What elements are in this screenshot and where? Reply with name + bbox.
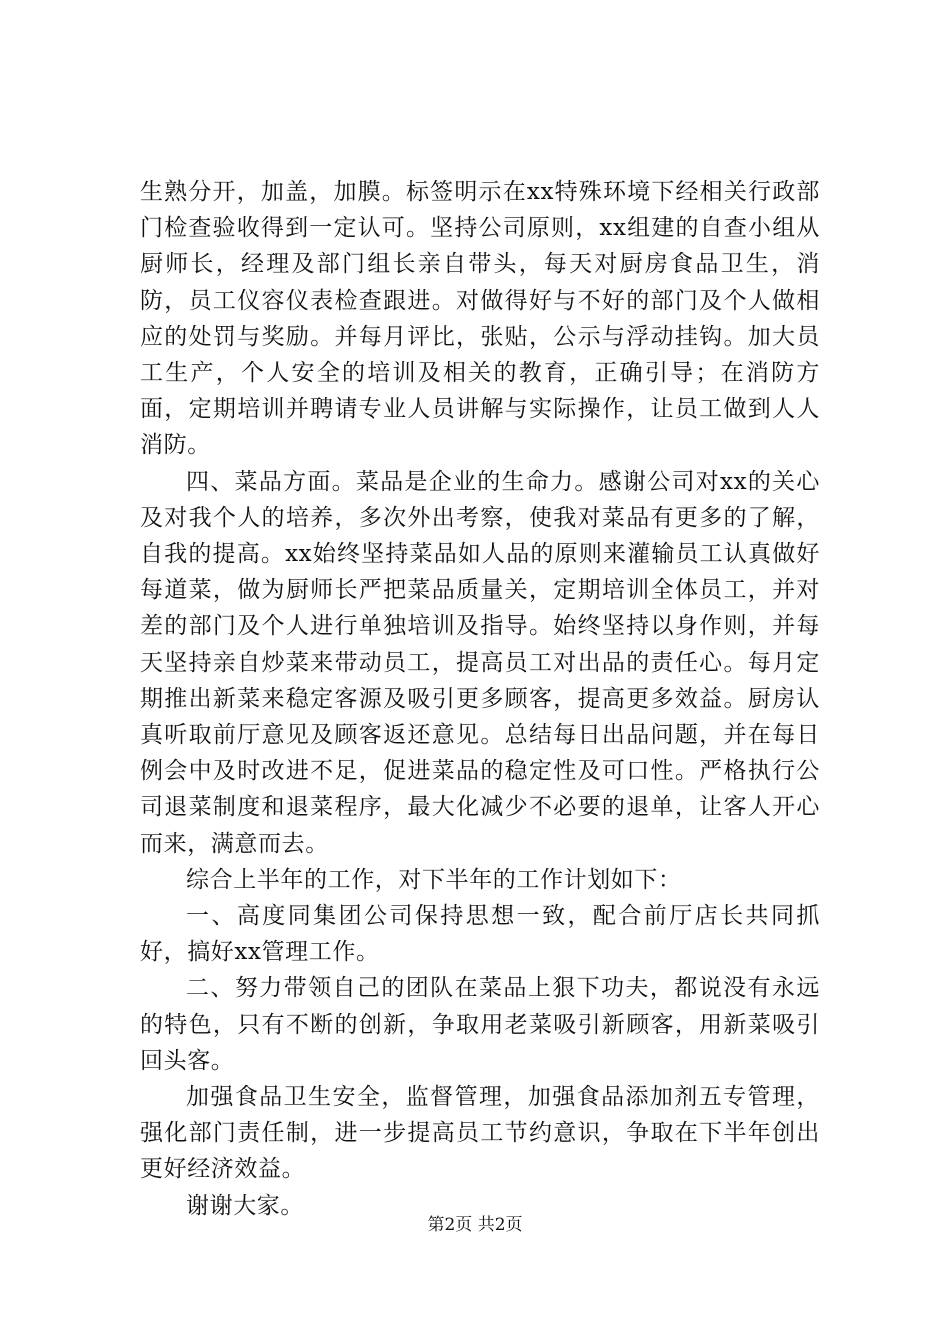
paragraph-dishes: 四、菜品方面。菜品是企业的生命力。感谢公司对xx的关心及对我个人的培养，多次外出考察，使我对菜品有更多的了解，自我的提高。xx始终坚持菜品如人品的原则来灌输员工认真做好每道菜，做为厨师长严把菜品质量关，定期培训全体员工，并对差的部门及个人进行单独培训及指导。始终坚持以身作则，并每天坚持亲自炒菜来带动员工，提高员工对出品的责任心。每月定期推出新菜来稳定客源及吸引更多顾客，提高更多效益。厨房认真听取前厅意见及顾客返还意见。总结每日出品问题，并在每日例会中及时改进不足，促进菜品的稳定性及可口性。严格执行公司退菜制度和退菜程序，最大化减少不必要的退单，让客人开心而来，满意而去。	[140, 468, 820, 857]
page-footer	[0, 1214, 950, 1236]
document-body	[140, 174, 820, 1224]
paragraph-plan-item-2: 二、努力带领自己的团队在菜品上狠下功夫，都说没有永远的特色，只有不断的创新，争取用老菜吸引新顾客，用新菜吸引回头客。	[140, 975, 820, 1074]
page-number-indicator: 第2页 共2页	[427, 1215, 523, 1235]
paragraph-hygiene-continued: 生熟分开，加盖，加膜。标签明示在xx特殊环境下经相关行政部门检查验收得到一定认可。坚持公司原则，xx组建的自查小组从厨师长，经理及部门组长亲自带头，每天对厨房食品卫生，消防，员工仪容仪表检查跟进。对做得好与不好的部门及个人做相应的处罚与奖励。并每月评比，张贴，公示与浮动挂钩。加大员工生产，个人安全的培训及相关的教育，正确引导；在消防方面，定期培训并聘请专业人员讲解与实际操作，让员工做到人人消防。	[140, 179, 820, 459]
paragraph-thanks: 谢谢大家。	[186, 1192, 304, 1219]
paragraph-plan-item-1: 一、高度同集团公司保持思想一致，配合前厅店长共同抓好，搞好xx管理工作。	[140, 903, 820, 966]
paragraph-plan-intro: 综合上半年的工作，对下半年的工作计划如下：	[186, 866, 682, 893]
paragraph-food-safety: 加强食品卫生安全，监督管理，加强食品添加剂五专管理，强化部门责任制，进一步提高员工节约意识，争取在下半年创出更好经济效益。	[140, 1084, 820, 1183]
